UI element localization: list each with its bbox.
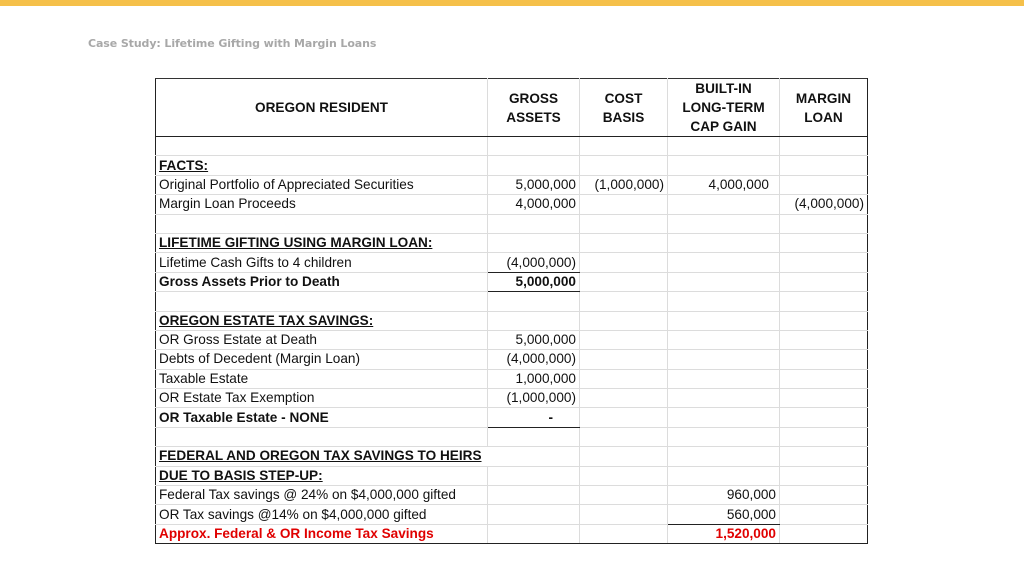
table-row: Taxable Estate 1,000,000 bbox=[156, 369, 868, 388]
tax-savings-table bbox=[155, 78, 868, 544]
section-basis-step-up: DUE TO BASIS STEP-UP: bbox=[156, 466, 488, 485]
table-row: Debts of Decedent (Margin Loan) (4,000,000) bbox=[156, 350, 868, 369]
header-oregon-resident: OREGON RESIDENT bbox=[156, 79, 488, 137]
table-row: OR Tax savings @14% on $4,000,000 gifted 560,000 bbox=[156, 505, 868, 524]
section-federal-oregon-savings: FEDERAL AND OREGON TAX SAVINGS TO HEIRS bbox=[156, 447, 580, 466]
table-row bbox=[156, 524, 868, 543]
section-oregon-estate-tax: OREGON ESTATE TAX SAVINGS: bbox=[156, 311, 488, 330]
table-row: OR Taxable Estate - NONE - bbox=[156, 408, 868, 427]
table-row bbox=[156, 137, 868, 156]
table-row: OR Estate Tax Exemption (1,000,000) bbox=[156, 389, 868, 408]
table-row: Lifetime Cash Gifts to 4 children (4,000,000) bbox=[156, 253, 868, 272]
table-row bbox=[156, 447, 868, 466]
header-gross-assets: GROSS ASSETS bbox=[488, 79, 580, 137]
table-row: Federal Tax savings @ 24% on $4,000,000 gifted 960,000 bbox=[156, 486, 868, 505]
table-row bbox=[156, 156, 868, 175]
table-row bbox=[156, 466, 868, 485]
table-row: Margin Loan Proceeds 4,000,000 (4,000,000) bbox=[156, 195, 868, 214]
header-cap-gain: BUILT-IN LONG-TERM CAP GAIN bbox=[668, 79, 780, 137]
total-savings-value: 1,520,000 bbox=[668, 524, 780, 543]
total-savings-label: Approx. Federal & OR Income Tax Savings bbox=[156, 524, 488, 543]
table-row bbox=[156, 292, 868, 311]
table-row bbox=[156, 233, 868, 252]
table-row: OR Gross Estate at Death 5,000,000 bbox=[156, 330, 868, 349]
section-lifetime-gifting: LIFETIME GIFTING USING MARGIN LOAN: bbox=[156, 233, 488, 252]
slide-subtitle: Case Study: Lifetime Gifting with Margin Loans bbox=[88, 37, 377, 50]
table-header-row bbox=[156, 79, 868, 137]
table-row: Gross Assets Prior to Death 5,000,000 bbox=[156, 272, 868, 291]
section-facts: FACTS: bbox=[156, 156, 488, 175]
table-row bbox=[156, 311, 868, 330]
header-cost-basis: COST BASIS bbox=[580, 79, 668, 137]
table-row: Original Portfolio of Appreciated Securities 5,000,000 (1,000,000) 4,000,000 bbox=[156, 175, 868, 194]
table-row bbox=[156, 427, 868, 446]
header-margin-loan: MARGIN LOAN bbox=[780, 79, 868, 137]
table-row bbox=[156, 214, 868, 233]
top-accent-bar bbox=[0, 0, 1024, 6]
